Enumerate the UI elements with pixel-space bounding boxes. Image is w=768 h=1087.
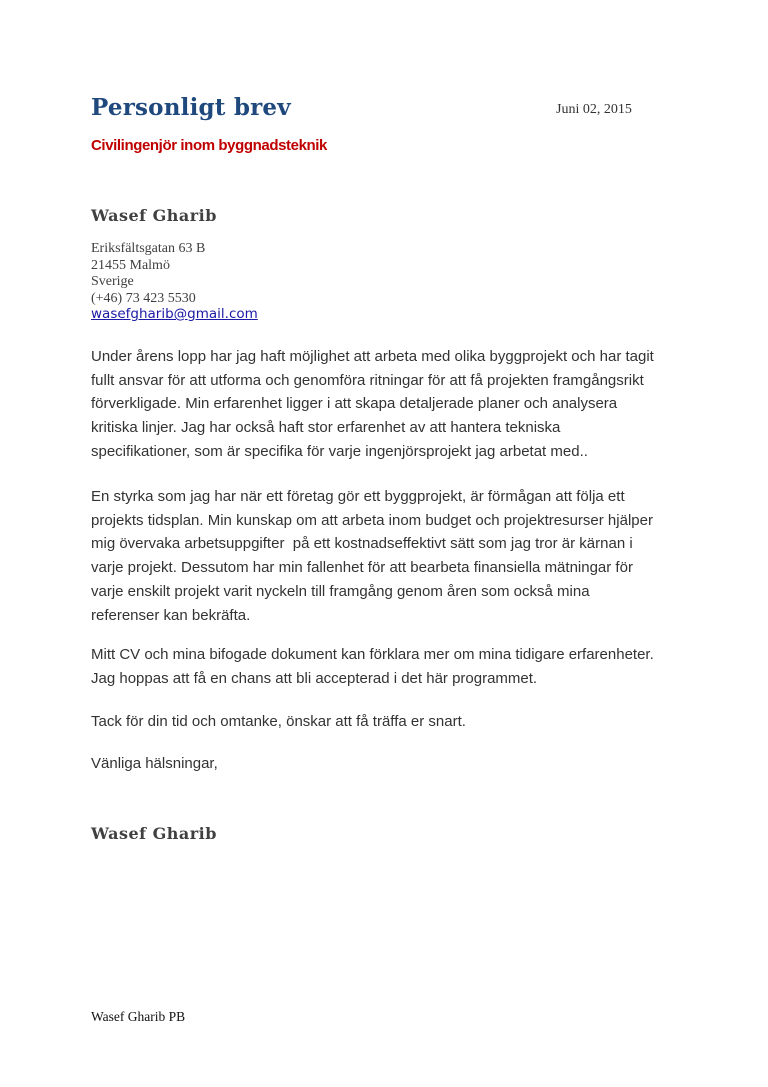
paragraph-experience: [91, 345, 691, 464]
paragraph-line: fullt ansvar för att utforma och genomföra ritningar för att få projekten framgångsrikt: [91, 371, 644, 389]
paragraph-line: varje enskilt projekt varit nyckeln till framgång genom åren som också mina: [91, 582, 590, 600]
paragraph-line: förverkligade. Min erfarenhet ligger i att skapa detaljerade planer och analysera: [91, 395, 618, 413]
paragraph-line: varje projekt. Dessutom har min fallenhet för att bearbeta finansiella mätningar för: [91, 559, 633, 577]
paragraph-line: En styrka som jag har när ett företag gör ett byggprojekt, är förmågan att följa ett: [91, 488, 625, 505]
letter-date: Juni 02, 2015: [556, 102, 632, 117]
paragraph-line: referenser kan bekräfta.: [91, 606, 251, 624]
address-phone: (+46) 73 423 5530: [91, 290, 196, 306]
email-link[interactable]: wasefgharib@gmail.com: [91, 306, 258, 322]
page-footer: Wasef Gharib PB: [91, 1009, 186, 1024]
paragraph-strengths: [91, 485, 691, 627]
paragraph-line: projekts tidsplan. Min kunskap om att arbeta inom budget och projektresurser hjälper: [91, 511, 653, 529]
address-country: Sverige: [91, 274, 134, 289]
paragraph-thanks: [91, 710, 691, 734]
letter-subtitle: Civilingenjör inom byggnadsteknik: [91, 137, 327, 154]
sender-name: Wasef Gharib: [91, 206, 217, 225]
paragraph-line: specifikationer, som är specifika för varje ingenjörsprojekt jag arbetat med..: [91, 442, 588, 460]
paragraph-line: mig övervaka arbetsuppgifter på ett kostnadseffektivt sätt som jag tror är kärnan i: [91, 535, 633, 553]
paragraph-line: kritiska linjer. Jag har också haft stor erfarenhet av att hantera tekniska: [91, 419, 561, 437]
paragraph-line: Under årens lopp har jag haft möjlighet att arbeta med olika byggprojekt och har tagit: [91, 348, 654, 365]
address-street: Eriksfältsgatan 63 B: [91, 241, 206, 256]
closing-greeting: [91, 752, 691, 776]
sender-address: [91, 241, 205, 307]
page-title: Personligt brev: [91, 94, 291, 121]
paragraph-line: Jag hoppas att få en chans att bli accepterad i det här programmet.: [91, 669, 538, 687]
paragraph-line: Mitt CV och mina bifogade dokument kan förklara mer om mina tidigare erfarenheter.: [91, 646, 654, 663]
address-postal: 21455 Malmö: [91, 257, 170, 273]
signature-name: Wasef Gharib: [91, 824, 217, 843]
paragraph-line: Vänliga hälsningar,: [91, 755, 218, 772]
paragraph-line: Tack för din tid och omtanke, önskar att få träffa er snart.: [91, 713, 466, 730]
paragraph-cv: [91, 643, 691, 690]
